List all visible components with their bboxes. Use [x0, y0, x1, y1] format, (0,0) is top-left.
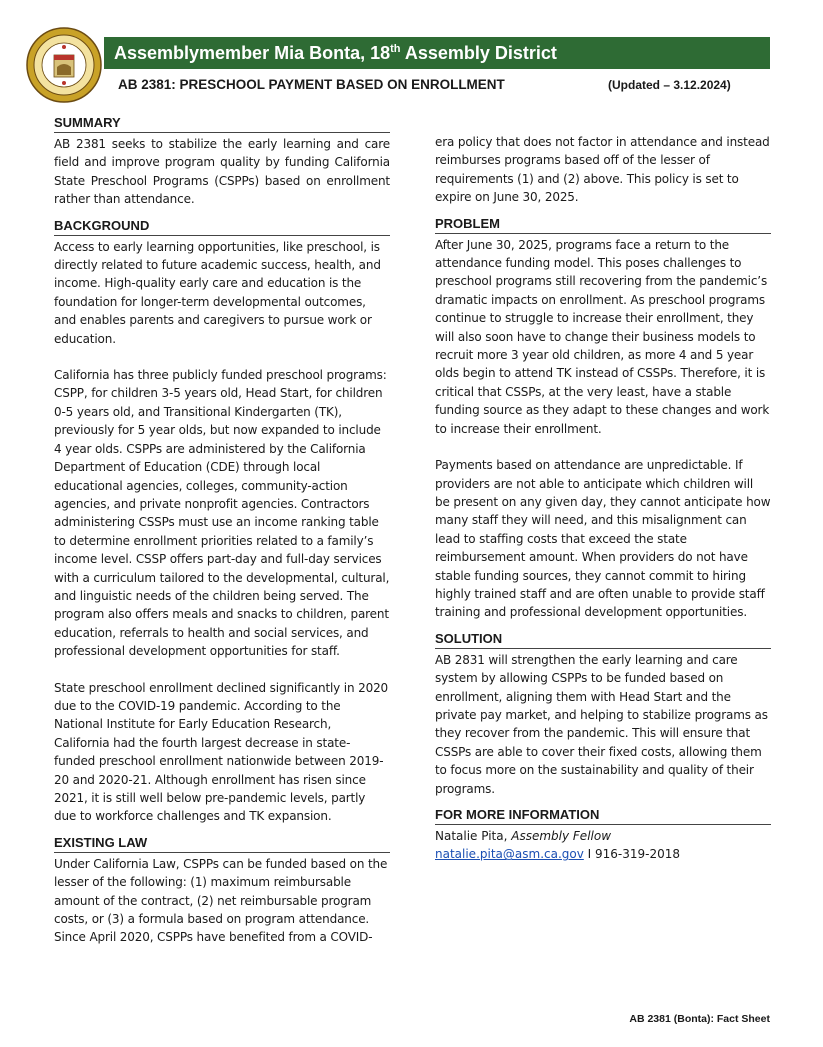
- problem-heading: PROBLEM: [435, 215, 771, 234]
- background-heading: BACKGROUND: [54, 217, 390, 236]
- problem-paragraph-2: Payments based on attendance are unpredictable. If providers are not able to anticipate which children will be present on any given day, they cannot anticipate how many staff they will need, and this misalignment can lead to staffing costs that exceed the state reimbursement amount. When providers do not have stable funding sources, they cannot commit to hiring highly trained staff and are often unable to provide staff training and professional development opportunities.: [435, 458, 771, 620]
- header-banner: [104, 37, 770, 69]
- summary-heading: SUMMARY: [54, 114, 390, 133]
- contact-info-line: [435, 845, 771, 863]
- district-label: Assembly District: [400, 43, 557, 63]
- contact-phone: I 916-319-2018: [583, 847, 681, 862]
- summary-text: AB 2381 seeks to stabilize the early learning and care field and improve program quality by funding California State Preschool Programs (CSPPs) based on enrollment rather than attendance.: [54, 137, 390, 207]
- solution-text: AB 2831 will strengthen the early learning and care system by allowing CSPPs to be funded based on enrollment, aligning them with Head Start and the private pay market, and helping to stabilize programs as they recover from the pandemic. This will ensure that CSSPs are able to cover their fixed costs, allowing them to focus more on the sustainability and quality of their programs.: [435, 652, 768, 796]
- background-paragraph-1: Access to early learning opportunities, like preschool, is directly related to future academic success, health, and income. High-quality early care and education is the foundation for longer-term developmental outcomes, and enables parents and caregivers to pursue work or education.: [54, 239, 381, 346]
- footer-label: AB 2381 (Bonta): Fact Sheet: [629, 1013, 770, 1025]
- ordinal-suffix: th: [390, 43, 401, 55]
- assembly-seal-logo: [26, 27, 102, 103]
- right-column: [435, 133, 771, 864]
- member-name: Assemblymember Mia Bonta, 18: [114, 43, 391, 63]
- contact-title: Assembly Fellow: [511, 829, 612, 843]
- left-column: [54, 114, 390, 947]
- contact-name: Natalie Pita,: [435, 829, 512, 843]
- bill-title: AB 2381: PRESCHOOL PAYMENT BASED ON ENROLLMENT: [118, 77, 505, 92]
- existing-law-heading: EXISTING LAW: [54, 834, 390, 853]
- existing-law-text: Under California Law, CSPPs can be funded based on the lesser of the following: (1) maximum reimbursable amount of the contract, (2) net reimbursable program costs, or (3) a formula based on program attendance. Since April 2020, CSPPs have benefited from a COVID-: [54, 856, 388, 945]
- contact-line: [435, 827, 771, 845]
- more-info-heading: FOR MORE INFORMATION: [435, 806, 771, 825]
- problem-paragraph-1: After June 30, 2025, programs face a return to the attendance funding model. This poses challenges to preschool programs still recovering from the pandemic’s dramatic impacts on enrollment. As preschool programs continue to struggle to increase their enrollment, they will also soon have to change their business models to recruit more 3 year old children, as more 4 and 5 year olds begin to attend TK instead of CSSPs. Therefore, it is critical that CSSPs, at the very least, have a stable funding source as they adapt to these changes and work to increase their enrollment.: [435, 237, 770, 436]
- solution-heading: SOLUTION: [435, 630, 771, 649]
- background-paragraph-3: State preschool enrollment declined significantly in 2020 due to the COVID-19 pandemic. According to the National Institute for Early Education Research, California had the fourth largest decrease in state-funded preschool enrollment nationwide between 2019-20 and 2020-21. Although enrollment has risen since 2021, it is still well below pre-pandemic levels, partly due to workforce challenges and TK expansion.: [54, 680, 389, 824]
- contact-email-link[interactable]: natalie.pita@asm.ca.gov: [435, 847, 584, 862]
- updated-date: (Updated – 3.12.2024): [608, 78, 731, 92]
- existing-law-continued: era policy that does not factor in attendance and instead reimburses programs based off of the lesser of requirements (1) and (2) above. This policy is set to expire on June 30, 2025.: [435, 135, 770, 205]
- background-paragraph-2: California has three publicly funded preschool programs: CSPP, for children 3-5 years old, Head Start, for children 0-5 years old, and Transitional Kindergarten (TK), previously for 5 year olds, but now expanded to include 4 year olds. CSPPs are administered by the California Department of Education (CDE) through local educational agencies, colleges, community-action agencies, and private nonprofit agencies. Contractors administering CSSPs must use an income ranking table to determine enrollment priorities related to a family’s income level. CSSP offers part-day and full-day services with a curriculum tailored to the developmental, cultural, and linguistic needs of the children being served. The program also offers meals and snacks to children, parent education, referrals to health and social services, and professional development opportunities for staff.: [54, 368, 390, 659]
